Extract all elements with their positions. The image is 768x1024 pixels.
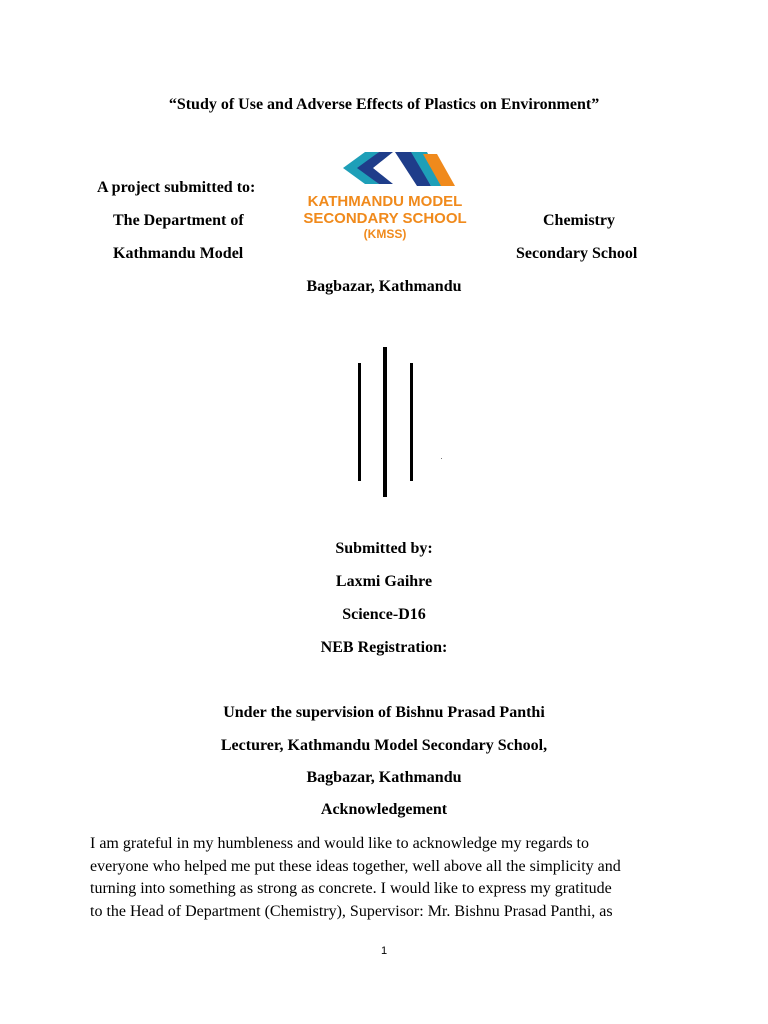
decorative-bar-right xyxy=(410,363,413,481)
submitted-by-heading: Submitted by: xyxy=(335,540,433,557)
department-line-right: Chemistry xyxy=(543,212,615,229)
decorative-dot xyxy=(441,458,442,459)
department-line-left: The Department of xyxy=(113,212,244,229)
supervision-line2: Lecturer, Kathmandu Model Secondary School, xyxy=(220,737,548,754)
school-address: Bagbazar, Kathmandu xyxy=(306,278,462,295)
school-line-left: Kathmandu Model xyxy=(113,245,244,262)
acknowledgement-heading: Acknowledgement xyxy=(320,801,448,818)
paragraph-line: everyone who helped me put these ideas together, well above all the simplicity and xyxy=(90,857,621,875)
paragraph-line: to the Head of Department (Chemistry), Supervisor: Mr. Bishnu Prasad Panthi, as xyxy=(90,902,613,920)
decorative-bar-left xyxy=(358,363,361,481)
acknowledgement-paragraph xyxy=(90,833,690,923)
neb-registration: NEB Registration: xyxy=(320,639,448,656)
decorative-bar-middle xyxy=(383,347,387,497)
page-number: 1 xyxy=(380,945,388,957)
logo-text-line1: KATHMANDU MODEL xyxy=(307,193,463,210)
student-name: Laxmi Gaihre xyxy=(335,573,433,590)
student-class: Science-D16 xyxy=(342,606,426,623)
logo-text-line2: SECONDARY SCHOOL xyxy=(303,210,467,227)
supervision-line3: Bagbazar, Kathmandu xyxy=(306,769,462,786)
supervision-line1: Under the supervision of Bishnu Prasad Panthi xyxy=(223,704,545,721)
paragraph-line: I am grateful in my humbleness and would like to acknowledge my regards to xyxy=(90,835,589,852)
decorative-bars xyxy=(340,340,460,505)
project-title: “Study of Use and Adverse Effects of Plastics on Environment” xyxy=(168,96,600,113)
school-line-right: Secondary School xyxy=(516,245,638,262)
logo-text-line3: (KMSS) xyxy=(363,227,407,241)
submitted-to-heading: A project submitted to: xyxy=(97,179,256,196)
school-logo xyxy=(299,146,471,242)
paragraph-line: turning into something as strong as concrete. I would like to express my gratitude xyxy=(90,880,612,897)
